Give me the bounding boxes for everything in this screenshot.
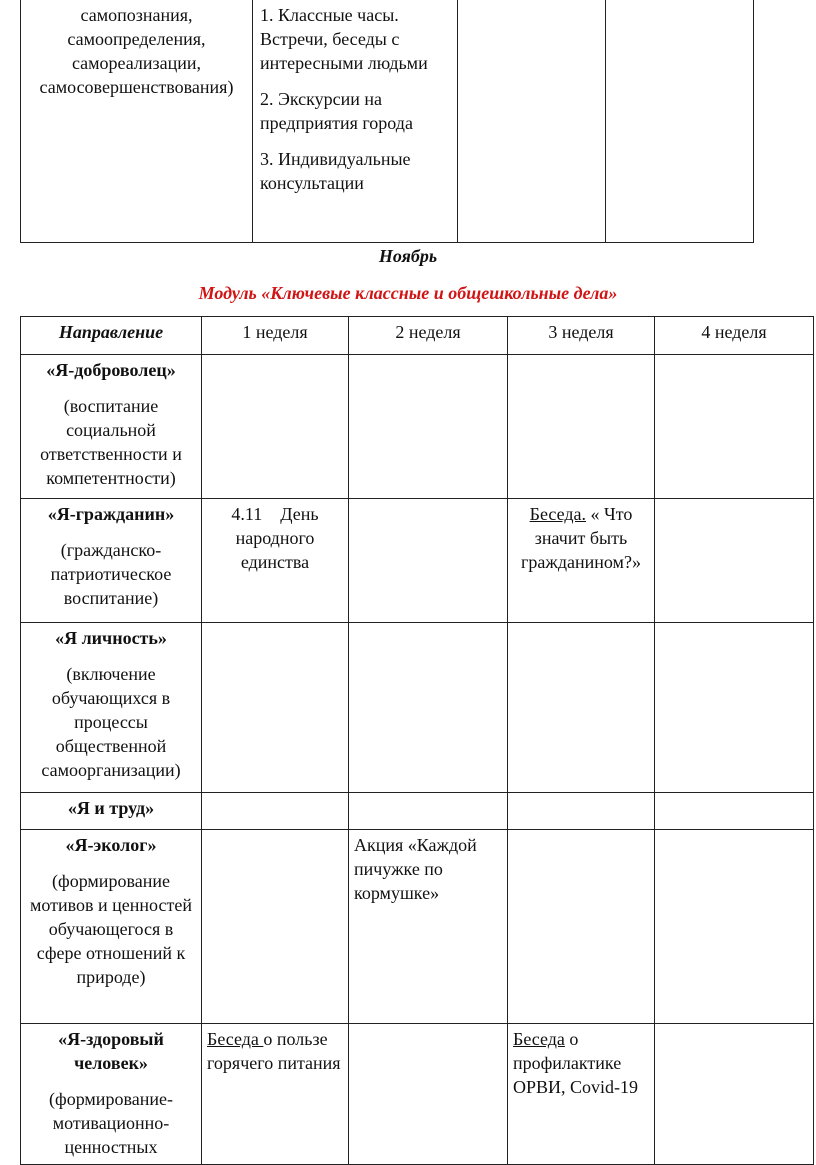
week-2-cell [349,623,508,793]
week-3-cell [508,830,655,1024]
week-2-cell [349,1024,508,1165]
direction-text: самопознания, самоопределения, самореализации, самосовершенствования) [39,5,234,97]
empty-cell [458,0,606,243]
week-1-cell [202,623,349,793]
direction-subtitle: (гражданско-патриотическое воспитание) [50,540,172,608]
activities-cell [253,0,458,243]
direction-subtitle: (включение обучающихся в процессы общественной самоорганизации) [41,664,181,780]
direction-cell [21,355,202,499]
week-3-cell [508,499,655,623]
direction-cell [21,793,202,830]
event-text: Акция «Каждой пичужке по кормушке» [354,835,477,903]
table-row [21,499,814,623]
direction-subtitle: (формирование мотивов и ценностей обучающегося в сфере отношений к природе) [30,871,192,987]
week-1-cell [202,499,349,623]
event-text: Беседа о пользе горячего питания [207,1029,341,1073]
weekly-plan-table [20,316,814,1165]
table-row [21,623,814,793]
activity-item: 1. Классные часы. Встречи, беседы с интересными людьми [260,5,428,73]
direction-title: «Я личность» [55,628,167,648]
week-2-cell [349,355,508,499]
week-4-cell [655,1024,814,1165]
week-3-cell [508,355,655,499]
header-week-2: 2 неделя [349,317,508,355]
week-3-cell [508,1024,655,1165]
week-1-cell [202,793,349,830]
module-title: Модуль «Ключевые классные и общешкольные дела» [198,283,618,303]
event-text: 4.11 День народного единства [231,504,324,572]
week-1-cell [202,830,349,1024]
direction-title: «Я-гражданин» [47,504,175,524]
week-4-cell [655,499,814,623]
table-row [21,830,814,1024]
direction-subtitle: (воспитание социальной ответственности и компетентности) [40,396,182,488]
activity-item: 2. Экскурсии на предприятия города [260,89,413,133]
week-2-cell [349,499,508,623]
direction-title: «Я и труд» [67,798,155,818]
header-week-4: 4 неделя [655,317,814,355]
empty-cell [606,0,754,243]
direction-title: «Я-эколог» [65,835,157,855]
header-direction: Направление [21,317,202,355]
header-week-3: 3 неделя [508,317,655,355]
direction-cell [21,1024,202,1165]
week-4-cell [655,623,814,793]
direction-title: «Я-здоровый человек» [58,1029,164,1073]
week-4-cell [655,355,814,499]
week-1-cell [202,355,349,499]
week-4-cell [655,830,814,1024]
week-3-cell [508,793,655,830]
table-row [21,0,754,243]
table-row [21,793,814,830]
week-3-cell [508,623,655,793]
direction-cell [21,623,202,793]
direction-cell [21,0,253,243]
direction-cell [21,830,202,1024]
week-4-cell [655,793,814,830]
month-heading: Ноябрь [378,246,438,266]
table-row [21,355,814,499]
direction-title: «Я-доброволец» [46,360,176,380]
event-text: Беседа. « Что значит быть гражданином?» [521,504,641,572]
table-row [21,1024,814,1165]
direction-cell [21,499,202,623]
table-header-row [21,317,814,355]
week-2-cell [349,793,508,830]
week-2-cell [349,830,508,1024]
activity-item: 3. Индивидуальные консультации [260,149,411,193]
previous-section-table [20,0,754,243]
direction-subtitle: (формирование-мотивационно-ценностных [49,1089,173,1157]
week-1-cell [202,1024,349,1165]
event-text: Беседа о профилактике ОРВИ, Covid-19 [513,1029,639,1097]
header-week-1: 1 неделя [202,317,349,355]
